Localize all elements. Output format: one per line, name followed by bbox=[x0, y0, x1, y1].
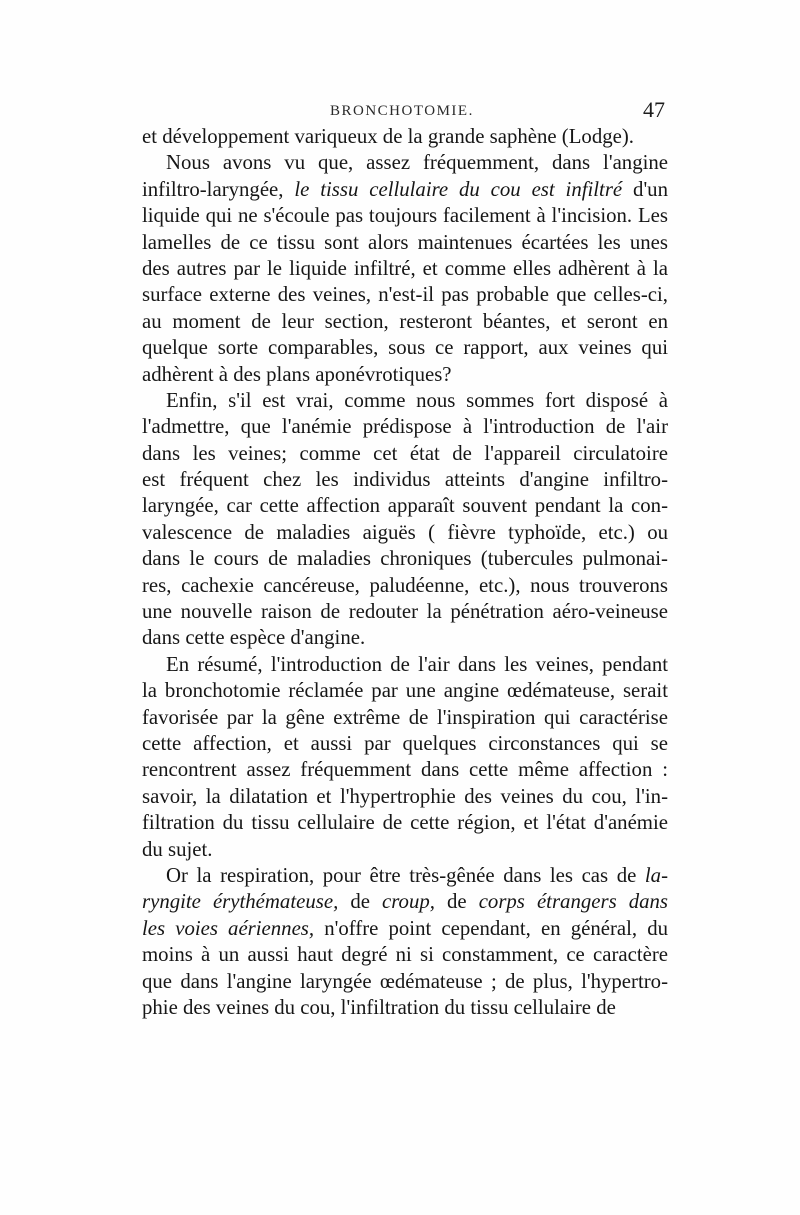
text-line bbox=[142, 124, 668, 150]
text-line bbox=[142, 282, 668, 308]
text-segment: et développement variqueux de la grande saphène (Lodge). bbox=[142, 125, 634, 148]
text-segment: moins à un aussi haut degré ni si constamment, ce caractère bbox=[142, 943, 668, 967]
text-segment: dans le cours de maladies chroniques (tubercules pulmonai- bbox=[142, 547, 668, 571]
text-line bbox=[142, 414, 668, 440]
text-segment: phie des veines du cou, l'infiltration du tissu cellulaire de bbox=[142, 995, 616, 1019]
italic-text-segment: corps étrangers dans bbox=[478, 890, 668, 914]
text-segment: est fréquent chez les individus atteints d'angine infiltro- bbox=[142, 468, 668, 492]
paragraph bbox=[142, 652, 668, 863]
text-segment: res, cachexie cancéreuse, paludéenne, etc.), nous trouverons bbox=[142, 573, 668, 597]
text-segment: savoir, la dilatation et l'hypertrophie des veines du cou, l'in- bbox=[142, 784, 668, 808]
text-line bbox=[142, 546, 668, 572]
text-segment: que dans l'angine laryngée œdémateuse ; de plus, l'hypertro- bbox=[142, 969, 668, 993]
italic-text-segment: ryngite érythémateuse, bbox=[142, 890, 339, 914]
page-number: 47 bbox=[643, 97, 665, 122]
text-line bbox=[142, 177, 668, 203]
text-line bbox=[142, 441, 668, 467]
body-text bbox=[142, 124, 668, 1021]
text-segment: cette affection, et aussi par quelques circonstances qui se bbox=[142, 731, 668, 755]
text-segment: de bbox=[434, 890, 479, 914]
text-segment: liquide qui ne s'écoule pas toujours facilement à l'incision. Les bbox=[142, 204, 668, 228]
text-segment: Enfin, s'il est vrai, comme nous sommes fort disposé à bbox=[166, 388, 668, 412]
text-line bbox=[142, 916, 668, 942]
text-line bbox=[142, 573, 668, 599]
text-segment: laryngée, car cette affection apparaît souvent pendant la con- bbox=[142, 494, 668, 518]
text-line bbox=[142, 969, 668, 995]
text-segment: rencontrent assez fréquemment dans cette même affection : bbox=[142, 758, 668, 782]
text-segment: au moment de leur section, resteront béantes, et seront en bbox=[142, 309, 668, 333]
text-segment: des autres par le liquide infiltré, et comme elles adhèrent à la bbox=[142, 256, 668, 280]
text-line bbox=[142, 678, 668, 704]
text-line bbox=[142, 863, 668, 889]
text-segment: lamelles de ce tissu sont alors maintenues écartées les unes bbox=[142, 230, 668, 254]
italic-text-segment: croup, bbox=[382, 890, 435, 914]
paragraph bbox=[142, 150, 668, 388]
italic-text-segment: le tissu cellulaire du cou est infiltré bbox=[294, 177, 623, 201]
text-segment: adhèrent à des plans aponévrotiques? bbox=[142, 362, 452, 386]
text-segment: quelque sorte comparables, sous ce rapport, aux veines qui bbox=[142, 336, 668, 360]
paragraph bbox=[142, 863, 668, 1021]
text-line bbox=[142, 256, 668, 282]
text-segment: la bronchotomie réclamée par une angine œdémateuse, serait bbox=[142, 679, 668, 703]
text-line bbox=[142, 995, 668, 1021]
text-segment: dans les veines; comme cet état de l'appareil circulatoire bbox=[142, 441, 668, 465]
text-segment: favorisée par la gêne extrême de l'inspiration qui caractérise bbox=[142, 705, 668, 729]
text-line bbox=[142, 230, 668, 256]
text-line bbox=[142, 362, 668, 388]
text-line bbox=[142, 309, 668, 335]
text-segment: l'admettre, que l'anémie prédispose à l'introduction de l'air bbox=[142, 415, 668, 439]
text-line bbox=[142, 467, 668, 493]
text-line bbox=[142, 731, 668, 757]
text-line bbox=[142, 335, 668, 361]
text-line bbox=[142, 493, 668, 519]
text-line bbox=[142, 150, 668, 176]
text-segment: filtration du tissu cellulaire de cette région, et l'état d'anémie bbox=[142, 811, 668, 835]
text-line bbox=[142, 889, 668, 915]
text-segment: une nouvelle raison de redouter la pénétration aéro-veineuse bbox=[142, 600, 668, 624]
text-segment: dans cette espèce d'angine. bbox=[142, 626, 366, 650]
text-segment: n'offre point cependant, en général, du bbox=[314, 916, 668, 940]
text-segment: de bbox=[338, 890, 382, 914]
text-line bbox=[142, 942, 668, 968]
text-line bbox=[142, 203, 668, 229]
text-line bbox=[142, 837, 668, 863]
text-segment: Nous avons vu que, assez fréquemment, dans l'angine bbox=[166, 151, 668, 175]
text-line bbox=[142, 810, 668, 836]
text-segment: infiltro-laryngée, bbox=[142, 177, 295, 201]
paragraph bbox=[142, 124, 668, 150]
italic-text-segment: la- bbox=[644, 863, 668, 887]
text-segment: valescence de maladies aiguës ( fièvre typhoïde, etc.) ou bbox=[142, 520, 668, 544]
text-line bbox=[142, 757, 668, 783]
italic-text-segment: les voies aériennes, bbox=[142, 916, 315, 940]
running-title: BRONCHOTOMIE. bbox=[330, 103, 474, 119]
text-line bbox=[142, 388, 668, 414]
text-line bbox=[142, 652, 668, 678]
text-line bbox=[142, 705, 668, 731]
text-segment: surface externe des veines, n'est-il pas probable que celles-ci, bbox=[142, 283, 668, 307]
text-segment: En résumé, l'introduction de l'air dans les veines, pendant bbox=[166, 652, 668, 676]
paragraph bbox=[142, 388, 668, 652]
text-line bbox=[142, 520, 668, 546]
text-line bbox=[142, 784, 668, 810]
text-line bbox=[142, 599, 668, 625]
text-segment: Or la respiration, pour être très-gênée dans les cas de bbox=[166, 863, 645, 887]
text-segment: d'un bbox=[622, 177, 668, 201]
text-line bbox=[142, 625, 668, 651]
text-segment: du sujet. bbox=[142, 837, 213, 861]
running-head bbox=[140, 97, 665, 127]
